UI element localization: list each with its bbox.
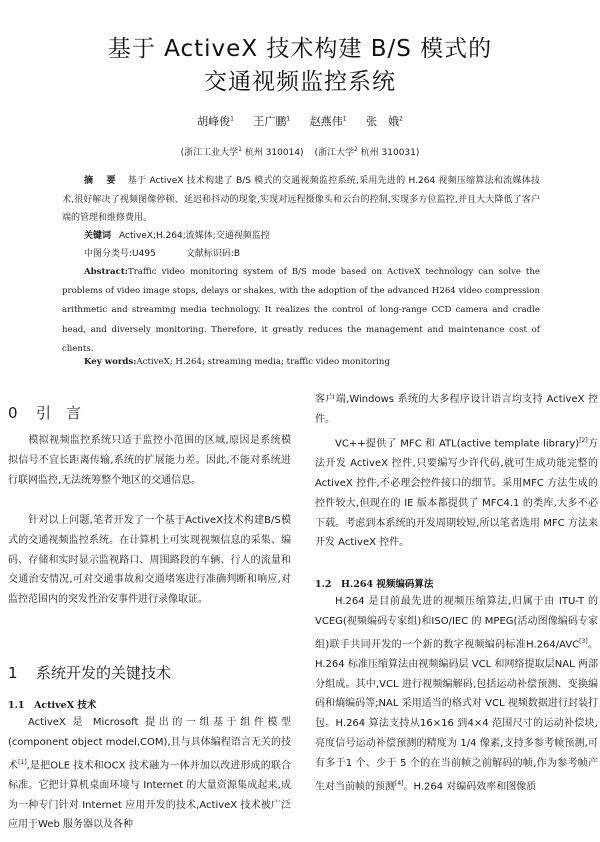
keywords-chinese: [84, 228, 270, 241]
activex-paragraph-continued: 客户端,Windows 系统的大多程序设计语言均支持 ActiveX 控件。: [315, 394, 598, 425]
keywords-english: [84, 357, 390, 367]
intro-paragraph-1: 模拟视频监控系统只适于监控小范围的区域,原因是系统模拟信号不宜长距离传输,系统的扩展能力差。因此,不能对系统进行联网监控,无法统筹整个地区的交通信息。: [8, 435, 291, 486]
author: 赵燕伟$^1$: [309, 115, 347, 128]
affiliation: (浙江大学$^2$ 杭州 310031): [314, 146, 420, 158]
abstract-en-text: Traffic video monitoring system of B/S mode based on ActiveX technology can solve the problems of video image stops, delays or shakes, with the adoption of the advanced H264 video compression arithmetic and streaming media technology. It realizes the control of long-range CCD camera and cradle head, and diversely monitoring. Therefore, it greatly reduces the management and maintenance cost of clients.: [62, 267, 540, 354]
section-heading-intro: 0 引 言: [8, 404, 82, 422]
keywords-en-text: ActiveX; H.264; streaming media; traffic video monitoring: [136, 357, 390, 367]
intro-paragraph-2: 针对以上问题,笔者开发了一个基于ActiveX技术构建B/S模式的交通视频监控系统。在计算机上可实现视频信息的采集、编码、存储和实时显示监视路口、周围路段的车辆、行人的流量和交通治安情况,可对交通事故和交通堵塞进行准确判断和响应,对监控范围内的突发性治安事件进行录像取证。: [8, 515, 291, 606]
abstract-english: [62, 263, 540, 359]
vc-paragraph: VC++提供了 MFC 和 ATL(active template library)[2]方法开发 ActiveX 控件,只要编写少许代码,就可生成功能完整的 ActiveX 控件,不必理会控件接口的细节。采用MFC 方法生成的控件较大,但现在的 IE 版本都提供了 MFC4.1 的类库,大多不必下载。考虑到本系统的开发周期较短,所以笔者选用 MFC 方法来开发 ActiveX 控件。: [315, 437, 599, 549]
author: 胡峰俊$^1$: [197, 115, 234, 128]
clc-label: 中图分类号:: [84, 249, 133, 259]
author: 王广鹏$^1$: [253, 115, 291, 128]
doc-code-value: B: [233, 249, 241, 259]
keywords-text: ActiveX;H.264;流媒体;交通视频监控: [119, 231, 270, 241]
affiliations: [0, 145, 600, 158]
affiliation: (浙江工业大学$^1$ 杭州 310014): [180, 146, 304, 158]
section-heading-key-tech: 1 系统开发的关键技术: [8, 664, 172, 682]
activex-paragraph: ActiveX 是 Microsoft 提出的一组基于组件模型(component object model,COM),且与具体编程语言无关的技术[1],是把OLE 技术和OCX 技术融为一体并加以改进形成的联合标准。它把计算机桌面环境与 Internet 的大量资源集成起来,成为一种专门针对 Internet 应用开发的技术,ActiveX 技术被广泛应用于Web 服务器以及各种: [8, 717, 291, 831]
abstract-label: 摘 要: [84, 176, 118, 186]
subsection-heading-h264: 1.2 H.264 视频编码算法: [315, 579, 434, 590]
h264-paragraph: H.264 是目前最先进的视频压缩算法,归属于由 ITU-T 的 VCEG(视频编码专家组)和ISO/IEC 的 MPEG(活动图像编码专家组)联手共同开发的一个新的数字视频编码标准H.264/AVC[3]。H.264 标准压缩算法由视频编码层 VCL 和网络提取层NAL 两部分组成。其中,VCL 进行视频编解码,包括运动补偿预测、变换编码和熵编码等;NAL 采用适当的格式对 VCL 视频数据进行封装打包。H.264 算法支持从16×16 到4×4 范围尺寸的运动补偿块,亮度信号运动补偿预测的精度为 1/4 像素,支持多参考帧预测,可有多于1 个、少于 5 个的在当前帧之前解码的帧,作为参考帧产生对当前帧的预测[4]。H.264 对编码效率和图像质: [315, 596, 598, 792]
paper-title-line1: 基于 ActiveX 技术构建 B/S 模式的: [107, 36, 493, 62]
clc-value: U495: [132, 249, 156, 259]
abstract-chinese: [62, 172, 540, 228]
keywords-en-label: Key words:: [84, 357, 137, 367]
abstract-text: 基于 ActiveX 技术构建了 B/S 模式的交通视频监控系统,采用先进的 H.264 视频压缩算法和流媒体技术,很好解决了视频图像停顿、延迟和抖动的现象,实现对远程摄像头和云台的控制,实现多方位监控,并且大大降低了客户端的管理和维修费用。: [62, 176, 540, 223]
author: 张 娥$^2$: [366, 115, 403, 128]
paper-title-line2: 交通视频监控系统: [204, 69, 396, 95]
author-list: [0, 113, 600, 129]
classification-line: [84, 246, 240, 259]
keywords-label: 关键词: [84, 231, 112, 241]
abstract-en-label: Abstract:: [84, 267, 128, 277]
doc-code-label: 文献标识码:: [185, 249, 234, 259]
subsection-heading-activex: 1.1 ActiveX 技术: [8, 700, 97, 711]
